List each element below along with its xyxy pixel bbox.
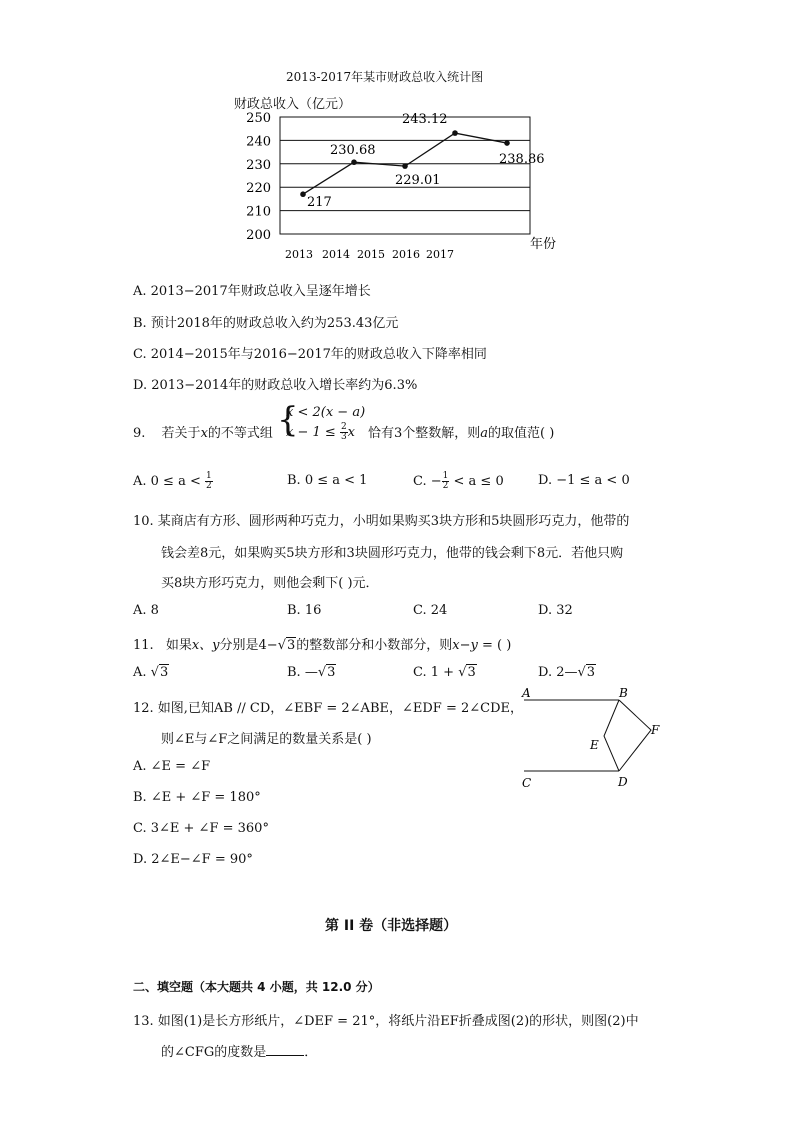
q12-option-d: D. 2∠E−∠F = 90° bbox=[133, 852, 253, 867]
q9-option-c-text: C. − bbox=[413, 474, 442, 489]
x-tick-label: 2014 bbox=[322, 248, 350, 261]
radicand: 3 bbox=[287, 638, 296, 653]
q9-stem-tail bbox=[368, 422, 554, 441]
line-chart bbox=[0, 0, 794, 280]
radicand: 3 bbox=[159, 665, 169, 680]
radicand: 3 bbox=[327, 665, 336, 680]
q10-line-2: 钱会差8元，如果购买5块方形和3块圆形巧克力，他带的钱会剩下8元．若他只购 bbox=[161, 546, 624, 561]
fraction-denominator: 3 bbox=[340, 432, 347, 442]
q9-ineq2-right: x bbox=[347, 425, 356, 440]
q8-option-c: C. 2014−2015年与2016−2017年的财政总收入下降率相同 bbox=[133, 347, 487, 362]
q11-vars: x、y bbox=[191, 638, 220, 653]
y-tick-label: 200 bbox=[246, 228, 271, 243]
q12-option-b: B. ∠E + ∠F = 180° bbox=[133, 790, 261, 805]
q11-option-a-text: A. bbox=[133, 665, 147, 680]
q9-option-d: D. −1 ≤ a < 0 bbox=[538, 473, 630, 488]
q8-option-d: D. 2013−2014年的财政总收入增长率约为6.3% bbox=[133, 378, 418, 393]
q12-line-2: 则∠E与∠F之间满足的数量关系是( ) bbox=[161, 732, 372, 747]
q11-option-c-text: C. 1 + bbox=[413, 665, 455, 680]
segments-b-f-d bbox=[619, 700, 651, 771]
fraction-numerator: 1 bbox=[442, 471, 449, 481]
q11-text-pre: 如果 bbox=[165, 638, 192, 653]
q9-ineq2-fraction bbox=[340, 423, 348, 442]
y-tick-label: 210 bbox=[246, 204, 271, 220]
q10-line-1: 10. 某商店有方形、圆形两种巧克力，小明如果购买3块方形和5块圆形巧克力，他带的 bbox=[133, 514, 630, 529]
q9-text-mid: 的不等式组 bbox=[207, 426, 273, 441]
q9-option-a bbox=[133, 472, 213, 491]
q11-option-c bbox=[413, 665, 477, 680]
q9-system-brace: { bbox=[277, 400, 299, 440]
q13-line-1: 13. 如图(1)是长方形纸片，∠DEF = 21°，将纸片沿EF折叠成图(2)的形状，则图(2)中 bbox=[133, 1014, 639, 1029]
data-label: 217 bbox=[307, 195, 332, 211]
segments-b-e-d bbox=[604, 700, 619, 771]
x-tick-label: 2015 bbox=[357, 248, 385, 261]
point-label-d: D bbox=[618, 775, 628, 789]
q10-line-3: 买8块方形巧克力，则他会剩下( )元． bbox=[161, 576, 379, 591]
fraction-numerator: 2 bbox=[340, 422, 347, 432]
q11-option-d bbox=[538, 665, 596, 680]
fraction-denominator: 2 bbox=[442, 481, 449, 491]
data-point bbox=[300, 191, 306, 197]
y-tick-label: 240 bbox=[246, 134, 271, 150]
q10-option-d: D. 32 bbox=[538, 603, 573, 618]
x-axis-label: 年份 bbox=[530, 237, 557, 252]
point-label-b: B bbox=[619, 686, 628, 700]
point-label-c: C bbox=[522, 776, 532, 790]
q13-text-pre: 的∠CFG的度数是 bbox=[161, 1045, 267, 1060]
q11-text-post: 的整数部分和小数部分，则 bbox=[296, 638, 453, 653]
q9-inequality-2 bbox=[286, 423, 355, 442]
q11-option-d-text: D. 2— bbox=[538, 665, 578, 680]
q13-text-post: ． bbox=[304, 1045, 318, 1060]
q11-expression: x−y bbox=[452, 638, 478, 653]
q11-option-a bbox=[133, 665, 169, 680]
q9-text-post1: 恰有3个整数解，则 bbox=[368, 426, 481, 441]
q9-number: 9. bbox=[133, 426, 146, 441]
radicand: 3 bbox=[467, 665, 476, 680]
point-label-a: A bbox=[522, 686, 531, 700]
y-tick-label: 250 bbox=[246, 111, 271, 126]
q12-option-a: A. ∠E = ∠F bbox=[133, 759, 211, 774]
q9-var-a: a bbox=[480, 426, 489, 441]
q10-option-a: A. 8 bbox=[133, 603, 159, 618]
q9-text-post2: 的取值范( ) bbox=[488, 426, 555, 441]
q11-option-b bbox=[287, 665, 336, 680]
sqrt-sign: √3 bbox=[577, 665, 596, 680]
q9-option-a-text: A. 0 ≤ a < bbox=[133, 474, 201, 489]
sqrt-sign: √3 bbox=[317, 665, 336, 680]
sqrt-sign: √3 bbox=[458, 665, 476, 680]
q9-ineq2-left: x − 1 ≤ bbox=[286, 425, 336, 440]
q9-stem bbox=[133, 422, 273, 441]
q11-number: 11. bbox=[133, 638, 154, 653]
q13-line-2 bbox=[161, 1041, 317, 1060]
q12-option-c: C. 3∠E + ∠F = 360° bbox=[133, 821, 269, 836]
data-label: 238.86 bbox=[499, 152, 545, 168]
q8-option-b: B. 预计2018年的财政总收入约为253.43亿元 bbox=[133, 316, 399, 331]
data-point bbox=[504, 140, 510, 146]
point-label-e: E bbox=[590, 738, 599, 752]
sqrt-sign: √3 bbox=[277, 638, 296, 653]
fill-in-section-title: 二、填空题（本大题共 4 小题，共 12.0 分） bbox=[133, 980, 380, 994]
q10-option-b: B. 16 bbox=[287, 603, 322, 618]
x-tick-label: 2013 bbox=[285, 248, 313, 261]
q9-option-a-fraction bbox=[205, 472, 213, 491]
y-tick-label: 220 bbox=[246, 181, 271, 197]
data-label: 243.12 bbox=[402, 112, 448, 128]
q12-geometry-figure bbox=[518, 683, 668, 793]
q12-line-1: 12. 如图,已知AB // CD，∠EBF = 2∠ABE，∠EDF = 2∠CDE， bbox=[133, 701, 523, 716]
point-label-f: F bbox=[651, 723, 660, 737]
chart-y-axis-label: 财政总收入（亿元） bbox=[234, 97, 352, 112]
answer-blank bbox=[266, 1044, 304, 1056]
fraction-numerator: 1 bbox=[206, 471, 212, 481]
chart-title: 2013-2017年某市财政总收入统计图 bbox=[286, 70, 484, 84]
q11-text-tail: = ( ) bbox=[482, 638, 512, 653]
q9-option-b: B. 0 ≤ a < 1 bbox=[287, 473, 368, 488]
y-tick-label: 230 bbox=[246, 157, 271, 173]
data-label: 229.01 bbox=[395, 173, 441, 189]
q10-option-c: C. 24 bbox=[413, 603, 448, 618]
fraction-denominator: 2 bbox=[206, 481, 212, 491]
q8-option-a: A. 2013−2017年财政总收入呈逐年增长 bbox=[133, 284, 371, 299]
x-tick-label: 2017 bbox=[426, 248, 454, 261]
q11-stem bbox=[133, 634, 511, 653]
q9-option-c-tail: < a ≤ 0 bbox=[453, 474, 504, 489]
q9-option-c bbox=[413, 472, 504, 491]
q9-text-pre: 若关于 bbox=[161, 426, 201, 441]
q9-option-c-fraction bbox=[442, 472, 450, 491]
data-point bbox=[402, 163, 408, 169]
x-tick-label: 2016 bbox=[392, 248, 420, 261]
data-point bbox=[452, 130, 458, 136]
q9-var-x: x bbox=[200, 426, 208, 441]
section-2-title: 第 II 卷（非选择题） bbox=[325, 918, 458, 934]
radicand: 3 bbox=[586, 665, 596, 680]
data-point bbox=[351, 159, 357, 165]
data-label: 230.68 bbox=[330, 143, 376, 159]
sqrt-sign: √3 bbox=[150, 665, 169, 680]
q11-text-mid: 分别是4− bbox=[219, 638, 278, 653]
q11-option-b-text: B. — bbox=[287, 665, 318, 680]
q9-inequality-1: x < 2(x − a) bbox=[286, 405, 366, 420]
